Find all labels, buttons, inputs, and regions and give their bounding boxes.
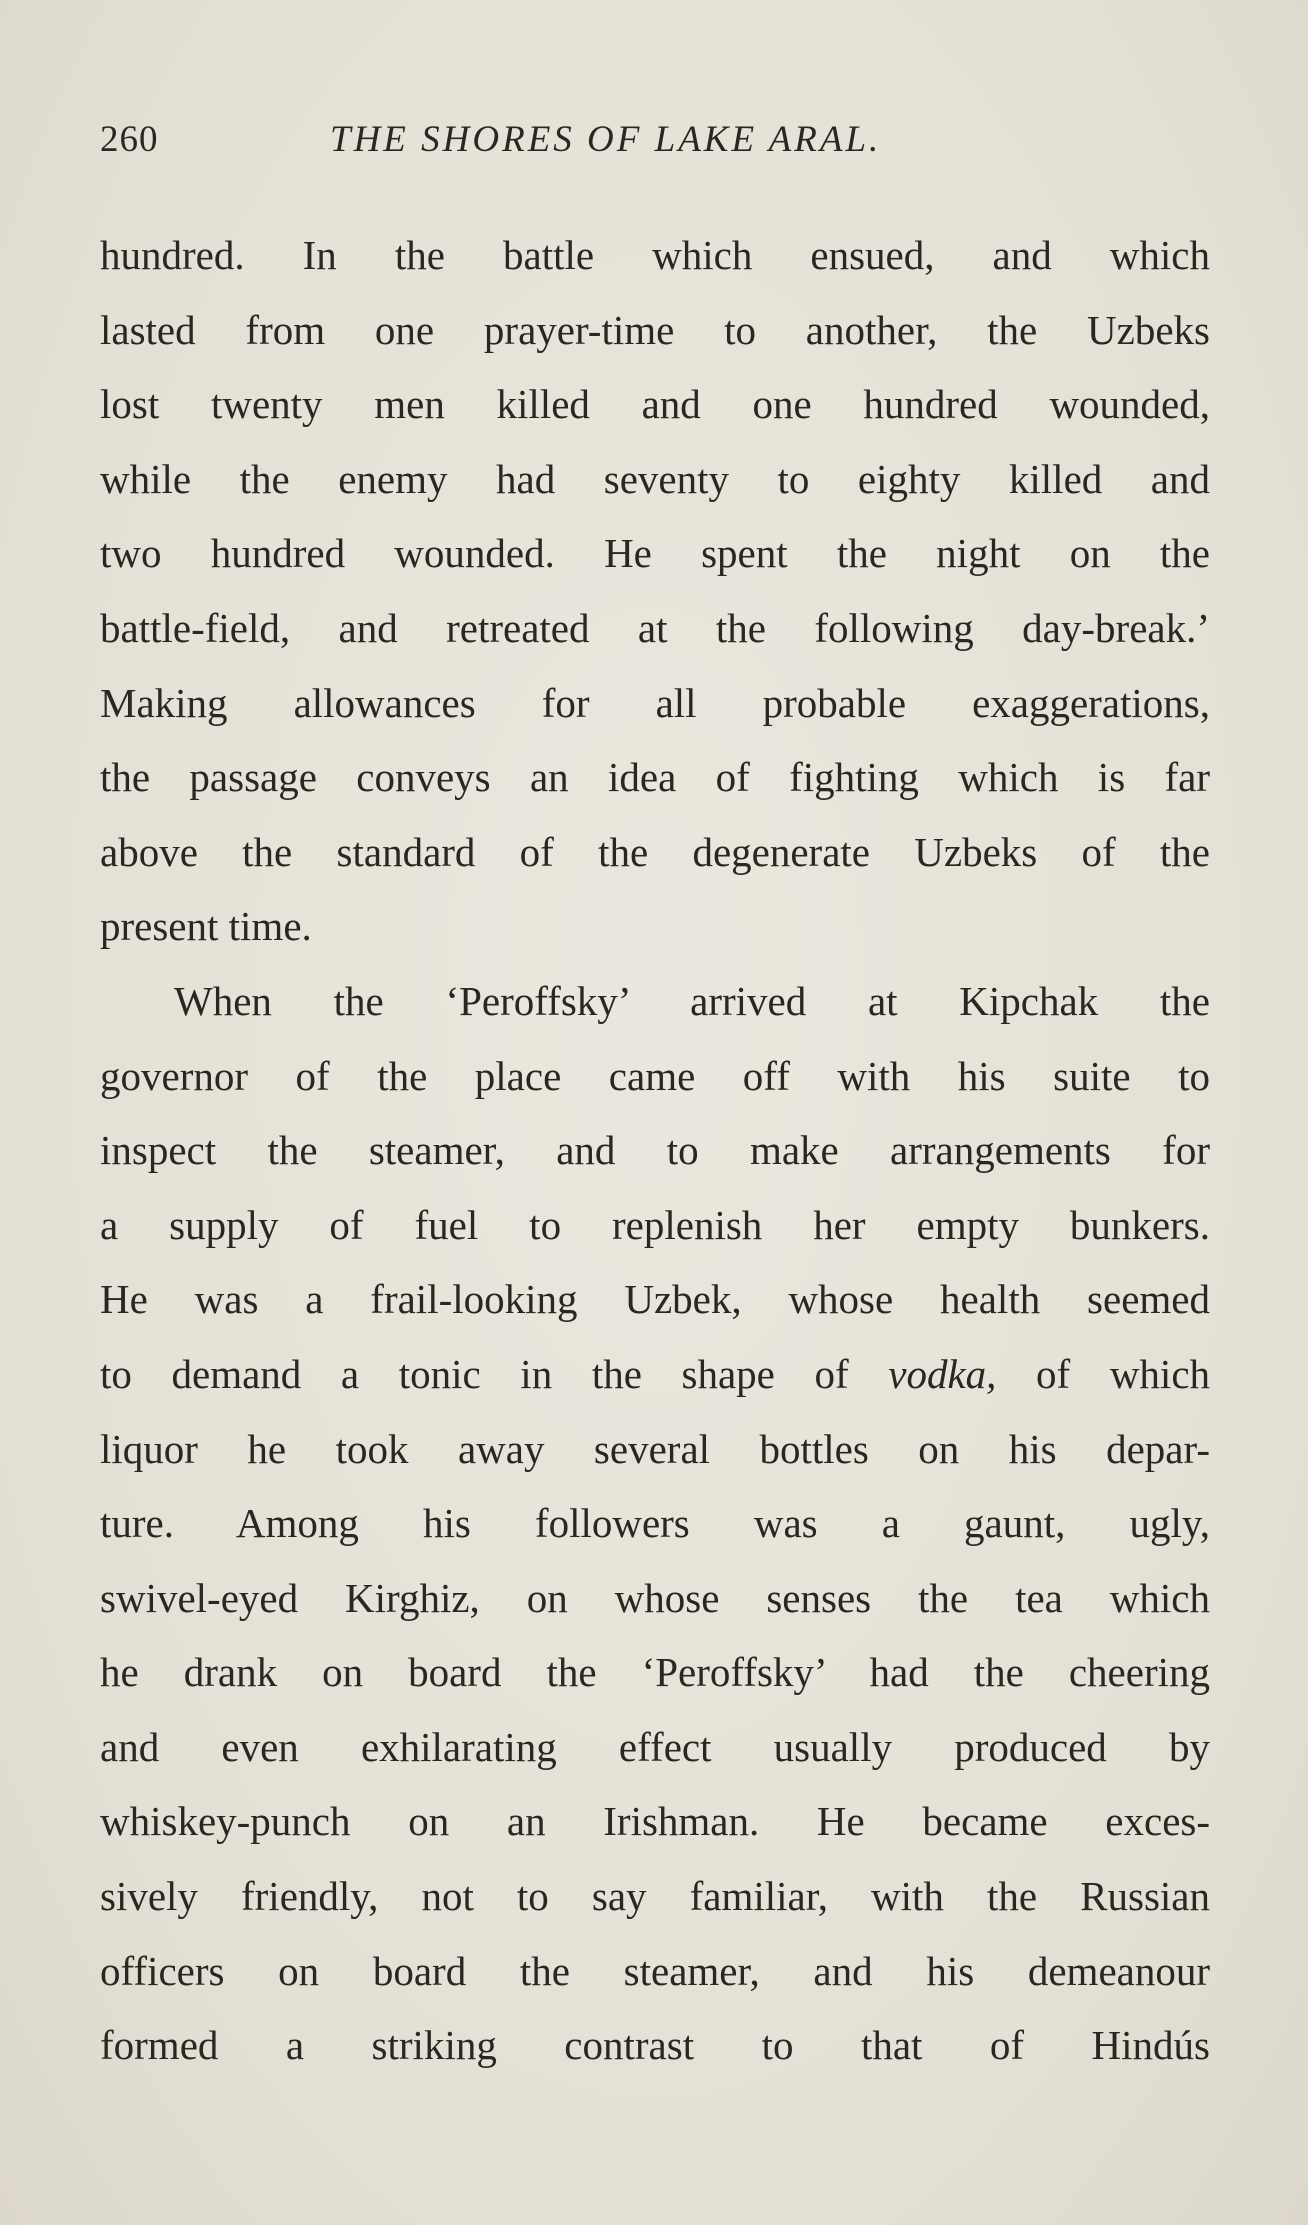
text-line: he drank on board the ‘Peroffsky’ had the cheering — [100, 1649, 1210, 1696]
text-line: lasted from one prayer-time to another, the Uzbeks — [100, 306, 1210, 353]
text-line: above the standard of the degenerate Uzbeks of the — [100, 828, 1210, 875]
text-line: hundred. In the battle which ensued, and which — [100, 232, 1210, 278]
body-text — [100, 218, 1210, 2083]
text-line: He was a frail-looking Uzbek, whose health seemed — [100, 1276, 1210, 1323]
page-number: 260 — [100, 119, 159, 160]
text-line: governor of the place came off with his suite to — [100, 1052, 1210, 1099]
text-line: formed a striking contrast to that of Hindús — [100, 2022, 1210, 2069]
text-line: sively friendly, not to say familiar, with the Russian — [100, 1873, 1210, 1920]
text-line: whiskey-punch on an Irishman. He became exces- — [100, 1798, 1210, 1845]
text-line: present time. — [100, 903, 312, 950]
text-line: lost twenty men killed and one hundred wounded, — [100, 381, 1210, 428]
text-line: officers on board the steamer, and his demeanour — [100, 1947, 1210, 1994]
text-line: battle-field, and retreated at the following day-break.’ — [100, 604, 1210, 651]
text-line: ture. Among his followers was a gaunt, ugly, — [100, 1500, 1210, 1547]
running-title: THE SHORES OF LAKE ARAL. — [330, 119, 882, 160]
text-segment: to demand a tonic in the shape of — [100, 1350, 849, 1397]
text-line: liquor he took away several bottles on his depar- — [100, 1425, 1210, 1472]
page-header — [100, 118, 1210, 168]
text-line-with-italic — [100, 1337, 1210, 1412]
text-line: swivel-eyed Kirghiz, on whose senses the tea which — [100, 1574, 1210, 1621]
italic-word-vodka: vodka, — [888, 1350, 997, 1397]
text-line: and even exhilarating effect usually produced by — [100, 1723, 1210, 1770]
text-line: a supply of fuel to replenish her empty bunkers. — [100, 1201, 1210, 1248]
text-segment: of which — [1036, 1350, 1211, 1397]
text-line: two hundred wounded. He spent the night on the — [100, 530, 1210, 577]
paragraph-start-line: When the ‘Peroffsky’ arrived at Kipchak the — [174, 977, 1210, 1024]
text-line: while the enemy had seventy to eighty killed and — [100, 455, 1210, 502]
text-line: the passage conveys an idea of fighting which is far — [100, 754, 1210, 801]
text-line: inspect the steamer, and to make arrangements for — [100, 1127, 1210, 1174]
text-line: Making allowances for all probable exaggerations, — [100, 679, 1210, 726]
